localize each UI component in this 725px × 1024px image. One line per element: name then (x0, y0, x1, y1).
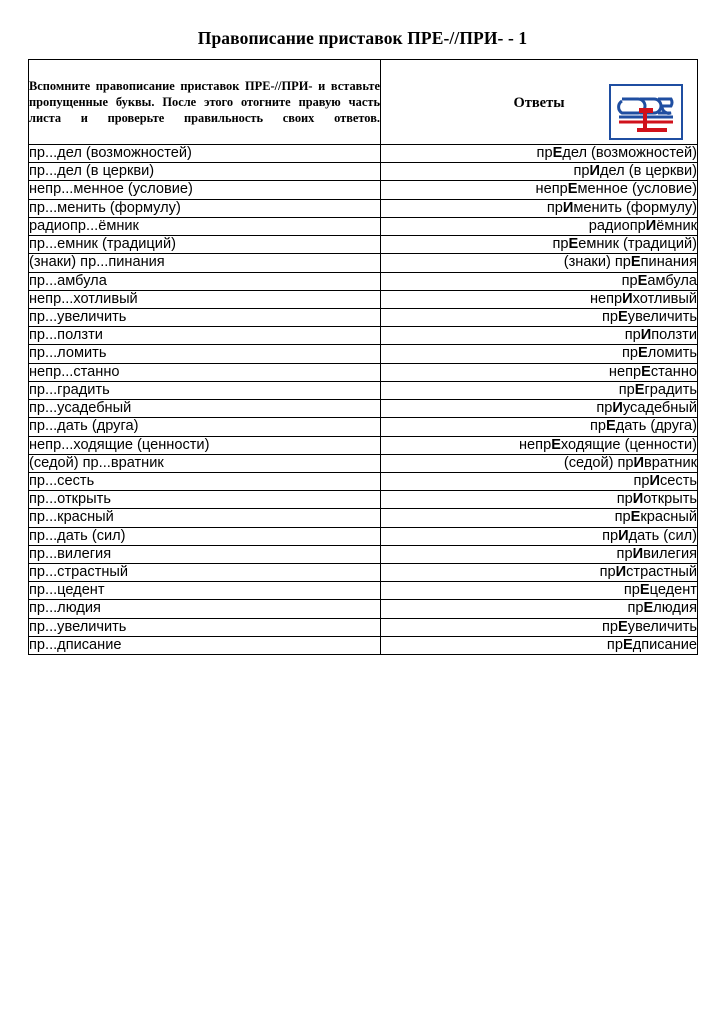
answer-suffix: вилегия (643, 545, 697, 562)
question-cell: непр...хотливый (29, 290, 381, 308)
answer-prefix: пр (546, 199, 563, 216)
answer-cell (381, 509, 698, 527)
answer-prefix: пр (618, 381, 635, 398)
page-title: Правописание приставок ПРЕ-//ПРИ- - 1 (197, 28, 528, 48)
question-cell: пр...страстный (29, 564, 381, 582)
answer-letter: И (645, 217, 657, 234)
answer-suffix: вратник (644, 454, 697, 471)
answer-suffix: дать (сил) (628, 527, 697, 544)
table-row (29, 145, 698, 163)
answer-prefix: (знаки) пр (563, 254, 631, 271)
answer-cell (381, 145, 698, 163)
answer-prefix: пр (606, 636, 623, 653)
answer-prefix: пр (616, 491, 633, 508)
answer-cell (381, 272, 698, 290)
answers-label: Ответы (513, 95, 565, 111)
question-cell: пр...ползти (29, 327, 381, 345)
answer-letter: И (632, 545, 644, 562)
question-cell: (знаки) пр...пинания (29, 254, 381, 272)
answer-letter: Е (551, 436, 561, 453)
answer-suffix: ходящие (ценности) (560, 436, 697, 453)
answer-cell (381, 636, 698, 654)
table-row (29, 327, 698, 345)
question-cell: непр...ходящие (ценности) (29, 436, 381, 454)
answer-cell (381, 236, 698, 254)
answer-letter: Е (568, 236, 579, 253)
answer-cell (381, 472, 698, 490)
table-row (29, 527, 698, 545)
answer-cell (381, 381, 698, 399)
answer-cell (381, 454, 698, 472)
table-row (29, 163, 698, 181)
answer-cell (381, 618, 698, 636)
question-cell: радиопр...ёмник (29, 217, 381, 235)
answer-suffix: менить (формулу) (573, 199, 697, 216)
question-cell: пр...людия (29, 600, 381, 618)
answer-prefix: пр (602, 618, 619, 635)
question-cell: пр...открыть (29, 491, 381, 509)
answer-letter: Е (567, 181, 578, 198)
answer-prefix: пр (599, 564, 616, 581)
answer-prefix: пр (552, 236, 569, 253)
question-cell: пр...усадебный (29, 400, 381, 418)
answer-suffix: людия (653, 600, 697, 617)
answer-prefix: пр (589, 418, 606, 435)
answer-cell (381, 290, 698, 308)
table-row (29, 290, 698, 308)
answer-prefix: радиопр (588, 217, 646, 234)
answer-letter: И (612, 400, 623, 417)
table-row (29, 582, 698, 600)
answer-letter: И (589, 163, 601, 180)
table-row (29, 545, 698, 563)
table-body (29, 60, 698, 655)
answer-prefix: пр (627, 600, 644, 617)
answer-prefix: пр (602, 527, 619, 544)
answer-prefix: непр (589, 290, 623, 307)
question-cell: пр...дписание (29, 636, 381, 654)
table-row (29, 272, 698, 290)
answer-cell (381, 527, 698, 545)
answer-letter: Е (643, 600, 654, 617)
table-row (29, 618, 698, 636)
answer-prefix: пр (614, 509, 631, 526)
answer-letter: Е (637, 272, 648, 289)
answer-suffix: увеличить (627, 308, 697, 325)
question-cell: пр...ломить (29, 345, 381, 363)
table-row (29, 418, 698, 436)
answer-cell (381, 327, 698, 345)
table-row (29, 345, 698, 363)
answer-suffix: амбула (647, 272, 697, 289)
answer-letter: Е (637, 345, 648, 362)
answer-suffix: красный (640, 509, 697, 526)
answer-prefix: пр (621, 272, 638, 289)
answer-cell (381, 199, 698, 217)
question-cell: пр...дел (в церкви) (29, 163, 381, 181)
answer-cell (381, 545, 698, 563)
answer-letter: И (649, 472, 660, 489)
answer-prefix: пр (573, 163, 590, 180)
answer-letter: И (633, 454, 645, 471)
answer-cell (381, 436, 698, 454)
question-cell: пр...амбула (29, 272, 381, 290)
answer-suffix: усадебный (622, 400, 697, 417)
answer-suffix: страстный (626, 564, 697, 581)
question-cell: пр...дать (сил) (29, 527, 381, 545)
answer-suffix: открыть (643, 491, 697, 508)
answer-letter: Е (606, 418, 616, 435)
answer-letter: И (615, 564, 627, 581)
table-row (29, 636, 698, 654)
answer-prefix: пр (623, 582, 640, 599)
question-cell: пр...сесть (29, 472, 381, 490)
answer-prefix: пр (624, 327, 641, 344)
answer-suffix: станно (650, 363, 697, 380)
answer-letter: Е (618, 618, 628, 635)
question-cell: пр...градить (29, 381, 381, 399)
answer-suffix: ломить (647, 345, 697, 362)
answer-cell (381, 308, 698, 326)
answer-suffix: менное (условие) (577, 181, 697, 198)
answer-suffix: градить (644, 381, 697, 398)
answer-suffix: ползти (651, 327, 697, 344)
answers-header-cell (381, 60, 698, 145)
question-cell: (седой) пр...вратник (29, 454, 381, 472)
answer-letter: Е (622, 636, 633, 653)
answer-letter: Е (552, 145, 563, 161)
answer-suffix: увеличить (627, 618, 697, 635)
table-header-row (29, 60, 698, 145)
instruction-cell: Вспомните правописание приставок ПРЕ-//ПРИ- и вставьте пропущенные буквы. После этого отогните правую часть листа и проверьте правильность своих ответов. (29, 60, 381, 145)
answer-letter: Е (639, 582, 650, 599)
answer-letter: Е (618, 308, 628, 325)
table-row (29, 400, 698, 418)
answer-prefix: непр (608, 363, 642, 380)
table-row (29, 436, 698, 454)
table-row (29, 199, 698, 217)
table-row (29, 363, 698, 381)
answer-prefix: пр (633, 472, 650, 489)
answer-cell (381, 217, 698, 235)
question-cell: пр...емник (традиций) (29, 236, 381, 254)
answer-suffix: емник (традиций) (578, 236, 697, 253)
answer-suffix: цедент (649, 582, 697, 599)
answer-cell (381, 254, 698, 272)
table-row (29, 454, 698, 472)
answer-prefix: пр (596, 400, 613, 417)
table-row (29, 564, 698, 582)
question-cell: непр...менное (условие) (29, 181, 381, 199)
question-cell: непр...станно (29, 363, 381, 381)
answer-suffix: хотливый (632, 290, 697, 307)
answer-prefix: непр (535, 181, 568, 198)
answer-suffix: дписание (632, 636, 697, 653)
table-row (29, 509, 698, 527)
answer-prefix: пр (616, 545, 633, 562)
answer-suffix: пинания (640, 254, 697, 271)
answer-cell (381, 181, 698, 199)
answer-cell (381, 582, 698, 600)
table-row (29, 254, 698, 272)
question-cell: пр...увеличить (29, 308, 381, 326)
question-cell: пр...дать (друга) (29, 418, 381, 436)
question-cell: пр...цедент (29, 582, 381, 600)
worksheet-table (28, 59, 698, 655)
answer-letter: Е (634, 381, 645, 398)
answer-cell (381, 564, 698, 582)
table-row (29, 381, 698, 399)
answer-prefix: пр (536, 145, 553, 161)
table-row (29, 236, 698, 254)
answer-cell (381, 363, 698, 381)
answer-letter: И (632, 491, 644, 508)
ege-logo-icon (609, 84, 683, 140)
question-cell: пр...увеличить (29, 618, 381, 636)
table-row (29, 308, 698, 326)
answer-suffix: дать (друга) (615, 418, 697, 435)
answer-cell (381, 491, 698, 509)
answer-prefix: (седой) пр (563, 454, 634, 471)
answer-cell (381, 418, 698, 436)
table-row (29, 600, 698, 618)
answer-letter: Е (641, 363, 651, 380)
answer-letter: И (618, 527, 629, 544)
answer-prefix: пр (621, 345, 638, 362)
answer-cell (381, 163, 698, 181)
answer-letter: И (622, 290, 633, 307)
table-row (29, 472, 698, 490)
answer-letter: Е (630, 254, 641, 271)
answer-cell (381, 600, 698, 618)
answer-cell (381, 400, 698, 418)
question-cell: пр...менить (формулу) (29, 199, 381, 217)
answer-suffix: дел (возможностей) (562, 145, 697, 161)
answer-prefix: пр (602, 308, 619, 325)
answer-letter: Е (630, 509, 641, 526)
table-row (29, 491, 698, 509)
answer-prefix: непр (518, 436, 552, 453)
question-cell: пр...вилегия (29, 545, 381, 563)
answer-suffix: ёмник (656, 217, 697, 234)
answer-suffix: дел (в церкви) (600, 163, 697, 180)
table-row (29, 217, 698, 235)
answer-letter: И (562, 199, 574, 216)
answer-suffix: сесть (660, 472, 697, 489)
answer-cell (381, 345, 698, 363)
answer-letter: И (640, 327, 652, 344)
question-cell: пр...красный (29, 509, 381, 527)
table-row (29, 181, 698, 199)
question-cell: пр...дел (возможностей) (29, 145, 381, 163)
